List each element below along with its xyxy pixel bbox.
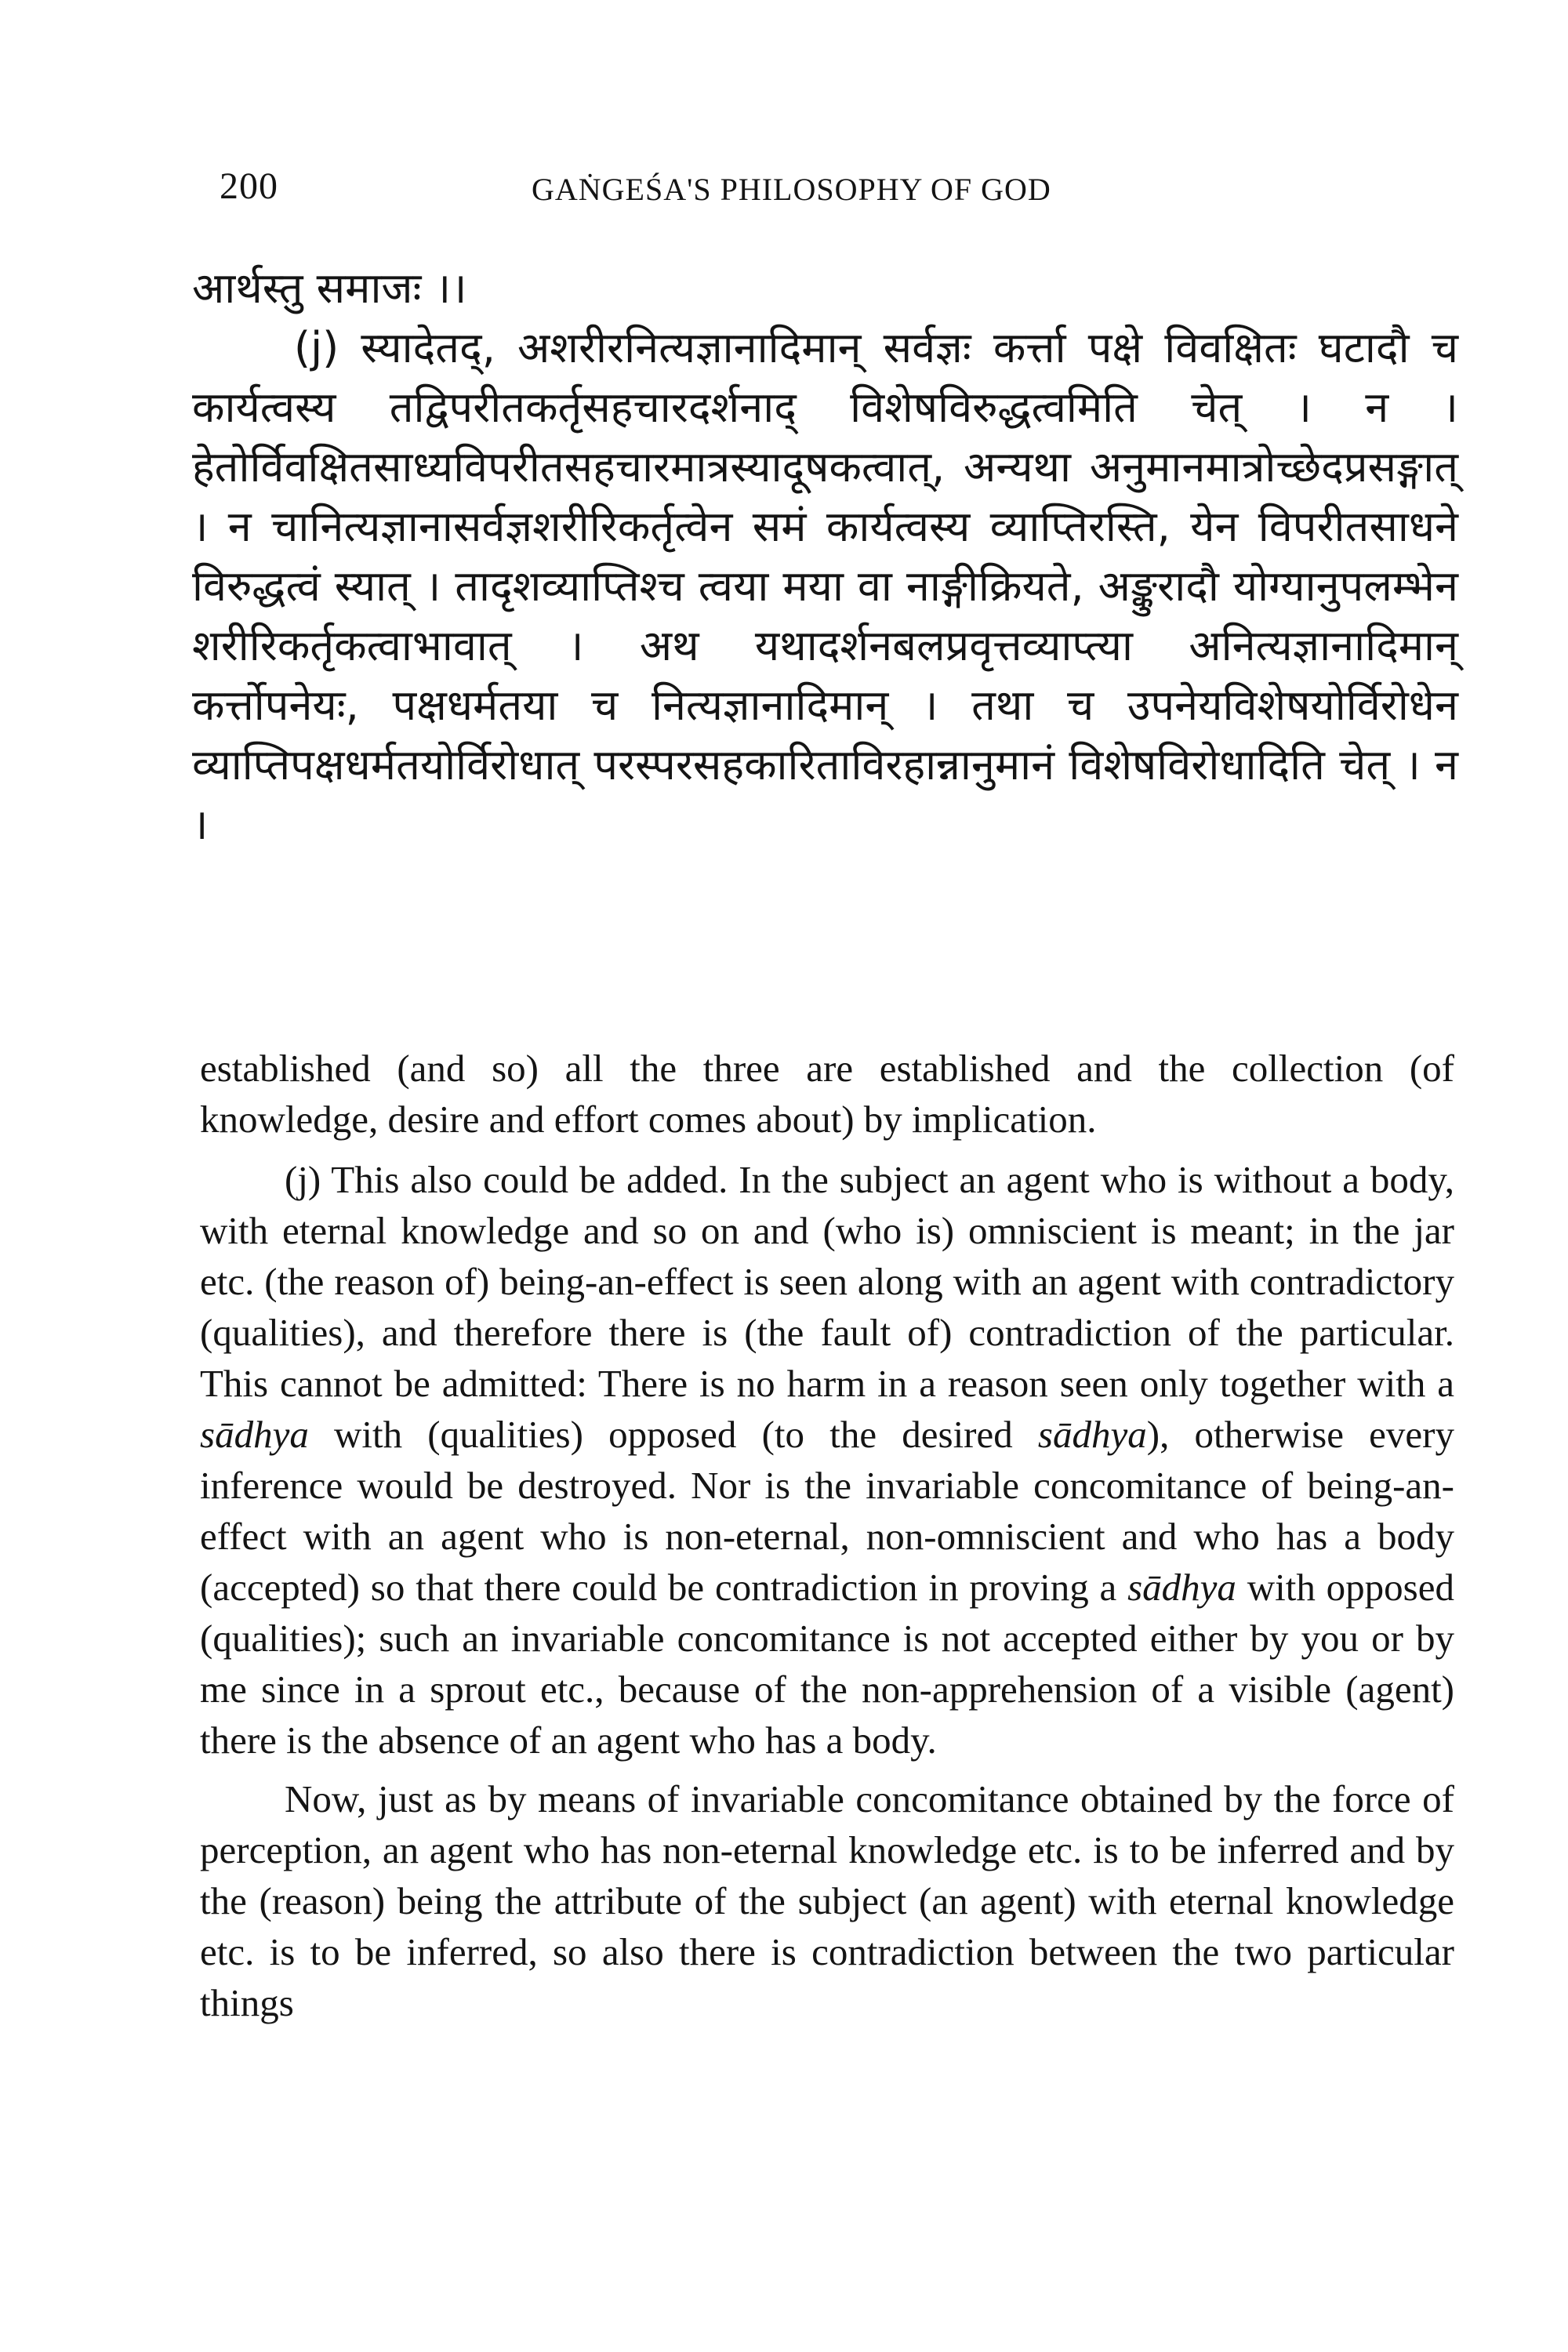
translation-paragraph-3: Now, just as by means of invariable concomitance obtained by the force of perception, an agent who has non-eternal knowledge etc. is to be inferred and by the (reason) being the attribute of the subject (an agent) with eternal knowledge etc. is to be inferred, so also there is contradiction between the two particular things bbox=[200, 1777, 1454, 2024]
page-header bbox=[210, 165, 1449, 212]
translation-paragraph-2 bbox=[200, 1154, 1454, 1766]
page-number: 200 bbox=[220, 165, 278, 207]
translation-text: with (qualities) opposed (to the desired bbox=[308, 1413, 1038, 1456]
sanskrit-first-line: आर्थस्तु समाजः ।। bbox=[192, 263, 467, 313]
running-title: GAṄGEŚA'S PHILOSOPHY OF GOD bbox=[532, 172, 1051, 207]
english-translation-block bbox=[200, 1043, 1454, 2036]
sadhya-term: sādhya bbox=[1127, 1566, 1236, 1609]
translation-text: (j) This also could be added. In the subject an agent who is without a body, with eternal knowledge and so on and (who is) omniscient is meant; in the jar etc. (the reason of) being-an-effect is seen along with an agent with contradictory (qualities), and therefore there is (the fault of) contradiction of the particular. This cannot be admitted: There is no harm in a reason seen only together with a bbox=[200, 1158, 1454, 1405]
sanskrit-text-block bbox=[192, 259, 1458, 1043]
translation-text: ), otherwise every inference would be destroyed. Nor is the invariable concomitance of being-an-effect with an agent who is non-eternal, non-omniscient and who has a body (accepted) so that there could be contradiction in proving a bbox=[200, 1413, 1454, 1609]
translation-paragraph-1: established (and so) all the three are established and the collection (of knowledge, desire and effort comes about) by implication. bbox=[200, 1047, 1454, 1141]
translation-text: with opposed (qualities); such an invariable concomitance is not accepted either by you or by me since in a sprout etc., because of the non-apprehension of a visible (agent) there is the absence of an agent who has a body. bbox=[200, 1566, 1454, 1762]
sanskrit-paragraph-j: (j) स्यादेतद्, अशरीरनित्यज्ञानादिमान् सर्वज्ञः कर्त्ता पक्षे विवक्षितः घटादौ च कार्यत्वस्य तद्विपरीतकर्तृसहचारदर्शनाद् विशेषविरुद्धत्वमिति चेत् । न । हेतोर्विवक्षितसाध्यविपरीतसहचारमात्रस्यादूषकत्वात्, अन्यथा अनुमानमात्रोच्छेदप्रसङ्गात् । न चानित्यज्ञानासर्वज्ञशरीरिकर्तृत्वेन समं कार्यत्वस्य व्याप्तिरस्ति, येन विपरीतसाधने विरुद्धत्वं स्यात् । तादृशव्याप्तिश्च त्वया मया वा नाङ्गीक्रियते, अङ्कुरादौ योग्यानुपलम्भेन शरीरिकर्तृकत्वाभावात् । अथ यथादर्शनबलप्रवृत्तव्याप्त्या अनित्यज्ञानादिमान् कर्त्तोपनेयः, पक्षधर्मतया च नित्यज्ञानादिमान् । तथा च उपनेयविशेषयोर्विरोधेन व्याप्तिपक्षधर्मतयोर्विरोधात् परस्परसहकारिताविरहान्नानुमानं विशेषविरोधादिति चेत् । न । bbox=[192, 323, 1458, 849]
sadhya-term: sādhya bbox=[200, 1413, 309, 1456]
sadhya-term: sādhya bbox=[1037, 1413, 1147, 1456]
